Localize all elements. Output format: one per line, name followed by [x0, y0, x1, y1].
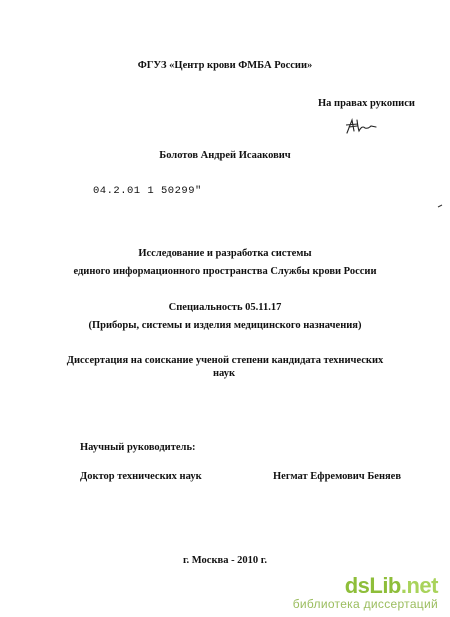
- dissertation-title-line2: единого информационного пространства Службы крови России: [73, 266, 377, 277]
- degree-line2: наук: [213, 368, 236, 379]
- supervisor-rank: Доктор технических наук: [80, 471, 202, 482]
- watermark-logo: [345, 573, 438, 599]
- rights-note: На правах рукописи: [318, 98, 415, 109]
- watermark-logo-tld: .net: [400, 573, 438, 598]
- specialty-name: (Приборы, системы и изделия медицинского назначения): [88, 320, 362, 331]
- author-name: Болотов Андрей Исаакович: [159, 150, 291, 161]
- dissertation-title-line1: Исследование и разработка системы: [138, 248, 312, 259]
- supervisor-name: Негмат Ефремович Беняев: [273, 471, 401, 482]
- handwritten-signature: [344, 116, 378, 136]
- registration-number: 04.2.01 1 50299": [93, 185, 202, 197]
- specialty-code: Специальность 05.11.17: [168, 302, 282, 313]
- watermark-logo-main: dsLib: [344, 573, 401, 598]
- watermark-subtitle: библиотека диссертаций: [292, 597, 438, 611]
- supervisor-label: Научный руководитель:: [80, 442, 196, 453]
- scan-mark: [437, 203, 443, 209]
- institution-header: ФГУЗ «Центр крови ФМБА России»: [137, 60, 313, 71]
- degree-line1: Диссертация на соискание ученой степени кандидата технических: [66, 355, 384, 366]
- place-year: г. Москва - 2010 г.: [182, 555, 268, 566]
